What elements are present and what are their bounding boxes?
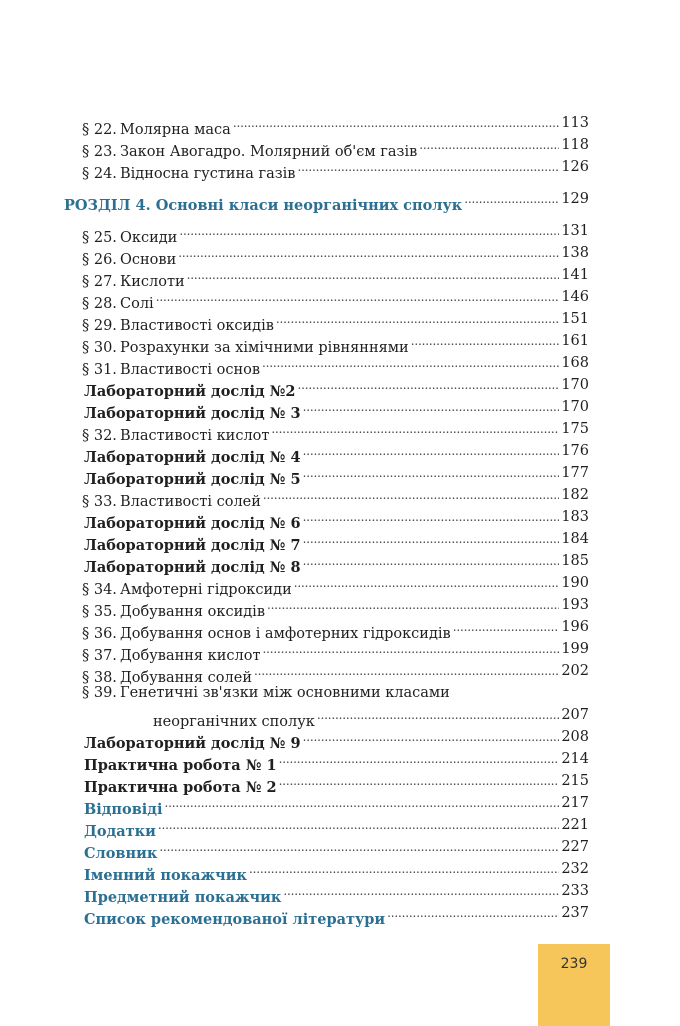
dot-leader	[159, 836, 589, 858]
toc-entry[interactable]	[0, 704, 680, 730]
toc-page-number: 131	[559, 220, 589, 242]
toc-entry-text: Лабораторний дослід № 8	[84, 559, 301, 576]
dot-leader	[158, 814, 589, 836]
toc-page-number: 138	[559, 242, 589, 264]
toc-entry-text: Лабораторний дослід № 4	[84, 449, 301, 466]
toc-entry-text: Властивості кислот	[120, 428, 270, 444]
section-number: § 29.	[82, 318, 117, 334]
dot-leader	[156, 286, 589, 308]
toc-entry-text: Розрахунки за хімічними рівняннями	[120, 340, 409, 356]
toc-entry-line	[82, 112, 589, 138]
toc-entry-text: Солі	[120, 296, 154, 312]
dot-leader	[254, 660, 589, 682]
section-number: § 33.	[82, 494, 117, 510]
toc-page-number: 161	[559, 330, 589, 352]
dot-leader	[294, 572, 589, 594]
toc-entry-line	[84, 726, 589, 752]
toc-entry-text: Лабораторний дослід № 5	[84, 471, 301, 488]
page-number-badge	[538, 944, 610, 1026]
toc-entry-text: Список рекомендованої літератури	[84, 911, 386, 928]
section-number: § 37.	[82, 648, 117, 664]
toc-entry-line	[84, 506, 589, 532]
toc-entry-text: Відносна густина газів	[120, 166, 296, 182]
toc-entry[interactable]	[0, 616, 680, 642]
toc-entry-line	[82, 660, 589, 686]
toc-entry-text: Додатки	[84, 823, 156, 840]
toc-entry-text: Практична робота № 2	[84, 779, 277, 796]
toc-page-number: 151	[559, 308, 589, 330]
toc-entry-text: Молярна маса	[120, 122, 231, 138]
section-number: § 23.	[82, 144, 117, 160]
toc-page-number: 233	[559, 880, 589, 902]
dot-leader	[303, 550, 589, 572]
dot-leader	[164, 792, 589, 814]
toc-page-number: 126	[559, 156, 589, 178]
dot-leader	[298, 374, 589, 396]
dot-leader	[262, 638, 589, 660]
toc-entry-text: Відповіді	[84, 801, 163, 818]
toc-entry[interactable]	[0, 770, 680, 796]
toc-page-number: 176	[559, 440, 589, 462]
toc-entry-line	[84, 374, 589, 400]
toc-page-number: 118	[559, 134, 589, 156]
toc-entry[interactable]	[0, 484, 680, 510]
dot-leader	[267, 594, 589, 616]
toc-page-number: 202	[559, 660, 589, 682]
toc-entry-text: Лабораторний дослід №2	[84, 383, 296, 400]
toc-entry-line	[82, 484, 589, 510]
toc-entry[interactable]	[0, 286, 680, 312]
toc-entry-line	[84, 440, 589, 466]
section-number: § 28.	[82, 296, 117, 312]
toc-entry[interactable]	[0, 726, 680, 752]
section-number: § 27.	[82, 274, 117, 290]
toc-page-number: 221	[559, 814, 589, 836]
dot-leader	[276, 308, 589, 330]
toc-entry-line	[82, 594, 589, 620]
toc-entry-text: Кислоти	[120, 274, 185, 290]
dot-leader	[262, 352, 589, 374]
toc-entry-text: Властивості оксидів	[120, 318, 274, 334]
toc-entry[interactable]	[0, 308, 680, 334]
toc-entry-text: Оксиди	[120, 230, 178, 246]
toc-entry[interactable]	[0, 440, 680, 466]
dot-leader	[317, 704, 589, 726]
toc-entry-line	[84, 792, 589, 818]
toc-entry-text: неорганічних сполук	[153, 714, 315, 730]
toc-entry-line	[82, 616, 589, 642]
toc-entry-text: Лабораторний дослід № 7	[84, 537, 301, 554]
toc-page-number: 217	[559, 792, 589, 814]
toc-page-number: 175	[559, 418, 589, 440]
toc-entry-line	[84, 902, 589, 928]
toc-entry-text: РОЗДІЛ 4. Основні класи неорганічних сполук	[64, 197, 463, 214]
toc-page-number: 184	[559, 528, 589, 550]
toc-entry[interactable]	[0, 836, 680, 862]
toc-entry-line	[82, 242, 589, 268]
toc-page-number: 190	[559, 572, 589, 594]
dot-leader	[303, 440, 589, 462]
toc-entry-line	[64, 188, 589, 214]
toc-entry-line	[84, 836, 589, 862]
toc-page-number: 193	[559, 594, 589, 616]
dot-leader	[303, 462, 589, 484]
toc-entry[interactable]	[0, 330, 680, 356]
toc-entry-line	[82, 330, 589, 356]
toc-entry-line	[82, 220, 589, 246]
toc-entry[interactable]	[0, 858, 680, 884]
toc-entry-line	[84, 396, 589, 422]
section-number: § 39.	[82, 685, 117, 701]
toc-entry-line	[84, 462, 589, 488]
toc-entry[interactable]	[0, 572, 680, 598]
toc-page-number: 207	[559, 704, 589, 726]
toc-entry-text: Закон Авогадро. Молярний об'єм газів	[120, 144, 418, 160]
toc-entry[interactable]	[0, 660, 680, 686]
dot-leader	[233, 112, 589, 134]
toc-page-number: 215	[559, 770, 589, 792]
toc-entry[interactable]	[0, 814, 680, 840]
toc-entry-line	[82, 264, 589, 290]
toc-entry-text: Властивості основ	[120, 362, 261, 378]
toc-entry[interactable]	[0, 506, 680, 532]
toc-page-number: 170	[559, 396, 589, 418]
dot-leader	[179, 220, 589, 242]
toc-entry-text: Іменний покажчик	[84, 867, 248, 884]
table-of-contents	[0, 112, 680, 928]
dot-leader	[303, 396, 589, 418]
toc-entry-text: Амфотерні гідроксиди	[120, 582, 292, 598]
toc-entry[interactable]	[0, 352, 680, 378]
page-number: 239	[560, 956, 588, 972]
section-number: § 24.	[82, 166, 117, 182]
section-number: § 35.	[82, 604, 117, 620]
toc-entry[interactable]	[0, 902, 680, 928]
toc-entry-text: Добування оксидів	[120, 604, 265, 620]
toc-entry[interactable]	[0, 396, 680, 422]
toc-entry-text: Добування солей	[120, 670, 252, 686]
toc-entry-line	[84, 770, 589, 796]
toc-entry-text: Лабораторний дослід № 6	[84, 515, 301, 532]
toc-entry-line	[82, 308, 589, 334]
dot-leader	[279, 770, 589, 792]
section-number: § 36.	[82, 626, 117, 642]
toc-entry[interactable]	[0, 792, 680, 818]
dot-leader	[263, 484, 589, 506]
section-number: § 22.	[82, 122, 117, 138]
toc-entry-text: Властивості солей	[120, 494, 261, 510]
toc-entry-line	[84, 748, 589, 774]
toc-entry[interactable]	[0, 134, 680, 160]
toc-page-number: 182	[559, 484, 589, 506]
toc-entry[interactable]	[0, 264, 680, 290]
toc-entry-line	[84, 550, 589, 576]
section-number: § 26.	[82, 252, 117, 268]
section-number: § 25.	[82, 230, 117, 246]
toc-entry-line	[82, 134, 589, 160]
toc-entry-line	[82, 418, 589, 444]
dot-leader	[249, 858, 589, 880]
toc-page-number: 196	[559, 616, 589, 638]
toc-entry-text: Лабораторний дослід № 9	[84, 735, 301, 752]
toc-entry-text: Практична робота № 1	[84, 757, 277, 774]
toc-page-number: 208	[559, 726, 589, 748]
dot-leader	[279, 748, 589, 770]
toc-entry-line	[82, 572, 589, 598]
toc-entry-text: Основи	[120, 252, 177, 268]
toc-entry[interactable]	[0, 156, 680, 182]
toc-page-number: 183	[559, 506, 589, 528]
toc-entry[interactable]	[0, 418, 680, 444]
section-number: § 38.	[82, 670, 117, 686]
toc-entry-text: Словник	[84, 845, 158, 862]
section-number: § 32.	[82, 428, 117, 444]
toc-page-number: 232	[559, 858, 589, 880]
toc-entry-text: Добування кислот	[120, 648, 261, 664]
section-number: § 31.	[82, 362, 117, 378]
toc-entry-line	[84, 880, 589, 906]
toc-page-number: 185	[559, 550, 589, 572]
toc-page-number: 168	[559, 352, 589, 374]
dot-leader	[297, 156, 589, 178]
toc-entry[interactable]	[0, 374, 680, 400]
toc-entry-line	[84, 858, 589, 884]
toc-entry-line	[82, 638, 589, 664]
toc-page-number: 199	[559, 638, 589, 660]
toc-page-number: 170	[559, 374, 589, 396]
toc-entry-line	[82, 682, 589, 704]
toc-entry-text: Предметний покажчик	[84, 889, 282, 906]
toc-entry-line	[84, 814, 589, 840]
dot-leader	[187, 264, 589, 286]
toc-entry[interactable]	[0, 112, 680, 138]
toc-page-number: 129	[559, 188, 589, 210]
section-number: § 30.	[82, 340, 117, 356]
toc-entry-line	[82, 156, 589, 182]
toc-entry[interactable]	[0, 242, 680, 268]
toc-entry[interactable]	[0, 550, 680, 576]
toc-page-number: 141	[559, 264, 589, 286]
toc-page-number: 146	[559, 286, 589, 308]
toc-entry[interactable]	[0, 594, 680, 620]
toc-entry[interactable]	[0, 188, 680, 214]
toc-entry-line	[82, 286, 589, 312]
toc-entry-line	[153, 704, 589, 730]
toc-entry[interactable]	[0, 638, 680, 664]
toc-entry-title	[84, 909, 387, 931]
toc-entry-line	[82, 352, 589, 378]
toc-entry-text: Генетичні зв'язки між основними класами	[120, 685, 450, 701]
toc-entry[interactable]	[0, 748, 680, 774]
dot-leader	[283, 880, 589, 902]
toc-entry-title	[82, 163, 297, 185]
toc-entry[interactable]	[0, 682, 680, 704]
dot-leader	[303, 506, 589, 528]
toc-entry[interactable]	[0, 528, 680, 554]
toc-page-number: 113	[559, 112, 589, 134]
dot-leader	[303, 726, 589, 748]
section-number: § 34.	[82, 582, 117, 598]
toc-entry-text: Добування основ і амфотерних гідроксидів	[120, 626, 451, 642]
toc-page-number: 177	[559, 462, 589, 484]
dot-leader	[178, 242, 589, 264]
toc-entry-title	[82, 682, 452, 704]
toc-entry-line	[84, 528, 589, 554]
toc-entry-text: Лабораторний дослід № 3	[84, 405, 301, 422]
toc-entry[interactable]	[0, 220, 680, 246]
toc-page-number: 227	[559, 836, 589, 858]
toc-page-number: 214	[559, 748, 589, 770]
dot-leader	[271, 418, 589, 440]
dot-leader	[303, 528, 589, 550]
toc-entry[interactable]	[0, 880, 680, 906]
toc-entry-title	[64, 195, 464, 217]
toc-page-number: 237	[559, 902, 589, 924]
toc-entry[interactable]	[0, 462, 680, 488]
